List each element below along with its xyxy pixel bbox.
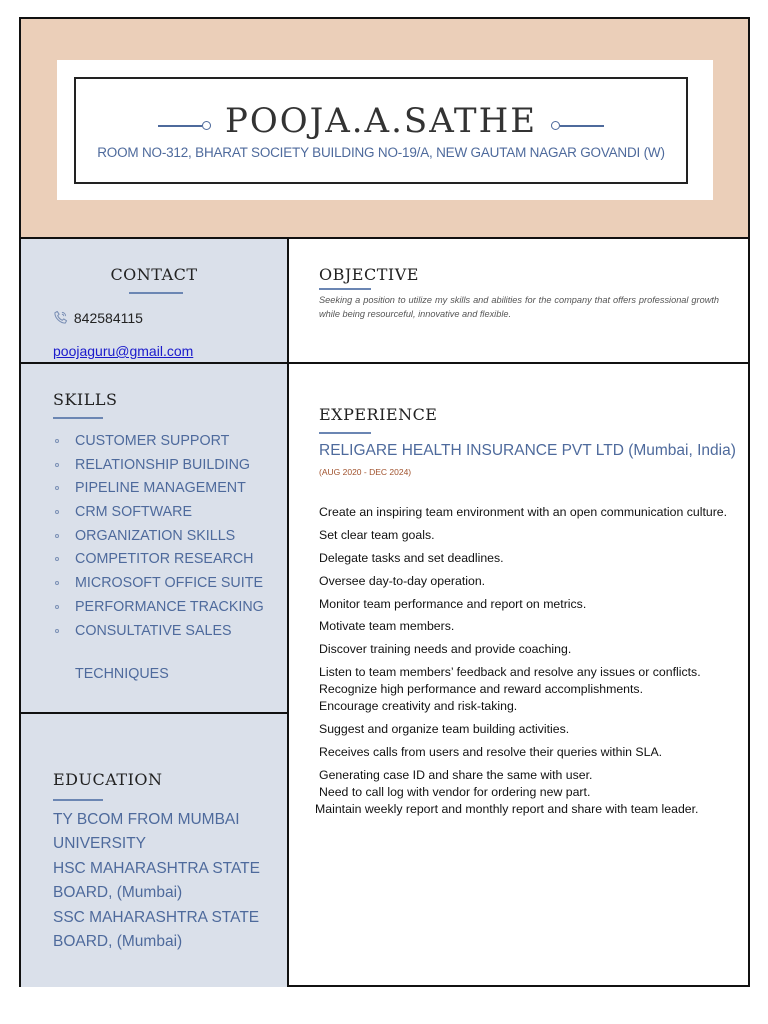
- bullet-icon: [55, 439, 59, 443]
- phone-icon: [53, 310, 68, 325]
- left-ornament-icon: [158, 120, 214, 130]
- skill-label: CUSTOMER SUPPORT: [75, 433, 230, 449]
- bullet-icon: [55, 629, 59, 633]
- list-item: [53, 430, 264, 454]
- contact-section: [21, 239, 287, 364]
- email-link[interactable]: poojaguru@gmail.com: [53, 343, 194, 359]
- objective-heading-underline: [319, 288, 371, 290]
- list-item: [53, 477, 264, 501]
- objective-text: Seeking a position to utilize my skills and abilities for the company that offers professional growth while being resourceful, innovative and flexible.: [319, 295, 719, 319]
- list-item-continuation: [53, 663, 264, 687]
- list-item: Encourage creativity and risk-taking.: [319, 699, 518, 714]
- skill-label: ORGANIZATION SKILLS: [75, 527, 236, 544]
- experience-section: [289, 364, 748, 987]
- list-item: Need to call log with vendor for ordering new part.: [319, 784, 591, 799]
- contact-heading-underline: [129, 292, 183, 294]
- list-item: [53, 572, 264, 596]
- skill-label: PIPELINE MANAGEMENT: [75, 480, 246, 497]
- list-item: Listen to team members’ feedback and resolve any issues or conflicts.: [319, 665, 701, 680]
- header-banner: [21, 19, 748, 239]
- education-item: SSC MAHARASHTRA STATE BOARD, (Mumbai): [53, 909, 260, 950]
- bullet-icon: [55, 510, 59, 514]
- skills-list: [53, 430, 264, 687]
- skill-label: COMPETITOR RESEARCH: [75, 551, 254, 568]
- list-item: Discover training needs and provide coaching.: [319, 642, 572, 657]
- skill-label: CRM SOFTWARE: [75, 504, 193, 521]
- list-item: [53, 454, 264, 478]
- list-item: Recognize high performance and reward accomplishments.: [319, 682, 643, 697]
- skills-heading-underline: [53, 417, 103, 419]
- bullet-icon: [55, 534, 59, 538]
- skill-label: CONSULTATIVE SALES: [75, 622, 232, 639]
- list-item: Receives calls from users and resolve their queries within SLA.: [319, 745, 663, 760]
- list-item: [53, 525, 264, 549]
- list-item: Set clear team goals.: [319, 527, 435, 542]
- list-item: [53, 596, 264, 620]
- duties-list: [315, 504, 729, 824]
- list-item: Monitor team performance and report on metrics.: [319, 596, 587, 611]
- name-box: [74, 77, 688, 184]
- list-item: Generating case ID and share the same with user.: [319, 767, 593, 782]
- bullet-icon: [55, 557, 59, 561]
- education-heading-underline: [53, 799, 103, 801]
- name-row: [76, 101, 686, 141]
- list-item: [53, 548, 264, 572]
- bullet-icon: [55, 486, 59, 490]
- phone-row: [53, 310, 143, 326]
- objective-heading: OBJECTIVE: [319, 265, 419, 284]
- left-sidebar: [21, 239, 289, 987]
- skill-label: RELATIONSHIP BUILDING: [75, 456, 251, 473]
- bullet-icon: [55, 581, 59, 585]
- experience-heading-underline: [319, 432, 371, 434]
- list-item: Create an inspiring team environment with an open communication culture.: [319, 505, 728, 519]
- list-item: Maintain weekly report and monthly report and share with team leader.: [315, 801, 699, 816]
- education-item: HSC MAHARASHTRA STATE BOARD, (Mumbai): [53, 860, 260, 901]
- skill-label: MICROSOFT OFFICE SUITE: [75, 575, 263, 592]
- right-ornament-icon: [548, 120, 604, 130]
- list-item: Oversee day-to-day operation.: [319, 573, 486, 588]
- list-item: [53, 501, 264, 525]
- candidate-address: ROOM NO-312, BHARAT SOCIETY BUILDING NO-19/A, NEW GAUTAM NAGAR GOVANDI (W): [97, 145, 665, 160]
- objective-section: [289, 239, 748, 364]
- education-section: [21, 714, 287, 987]
- header-card: [57, 60, 713, 200]
- skills-section: [21, 364, 287, 714]
- resume-page: [19, 17, 750, 987]
- skill-label: TECHNIQUES: [75, 666, 169, 683]
- company-name: RELIGARE HEALTH INSURANCE PVT LTD (Mumbai, India): [319, 442, 736, 459]
- bullet-icon: [55, 463, 59, 467]
- employment-dates: (AUG 2020 - DEC 2024): [319, 467, 412, 477]
- list-item: [53, 620, 264, 644]
- list-item: Motivate team members.: [319, 619, 455, 634]
- education-heading: EDUCATION: [53, 770, 163, 789]
- list-item: Delegate tasks and set deadlines.: [319, 550, 504, 565]
- main-content: [289, 239, 748, 987]
- contact-heading: CONTACT: [110, 265, 198, 284]
- list-item: Suggest and organize team building activities.: [319, 722, 570, 737]
- phone-number: 842584115: [73, 310, 143, 326]
- education-list: [53, 808, 278, 955]
- skill-label: PERFORMANCE TRACKING: [75, 598, 264, 615]
- bullet-icon: [55, 605, 59, 609]
- candidate-name: POOJA.A.SATHE: [224, 101, 538, 141]
- experience-heading: EXPERIENCE: [319, 405, 438, 424]
- skills-heading: SKILLS: [53, 390, 118, 409]
- education-item: TY BCOM FROM MUMBAI UNIVERSITY: [53, 811, 240, 852]
